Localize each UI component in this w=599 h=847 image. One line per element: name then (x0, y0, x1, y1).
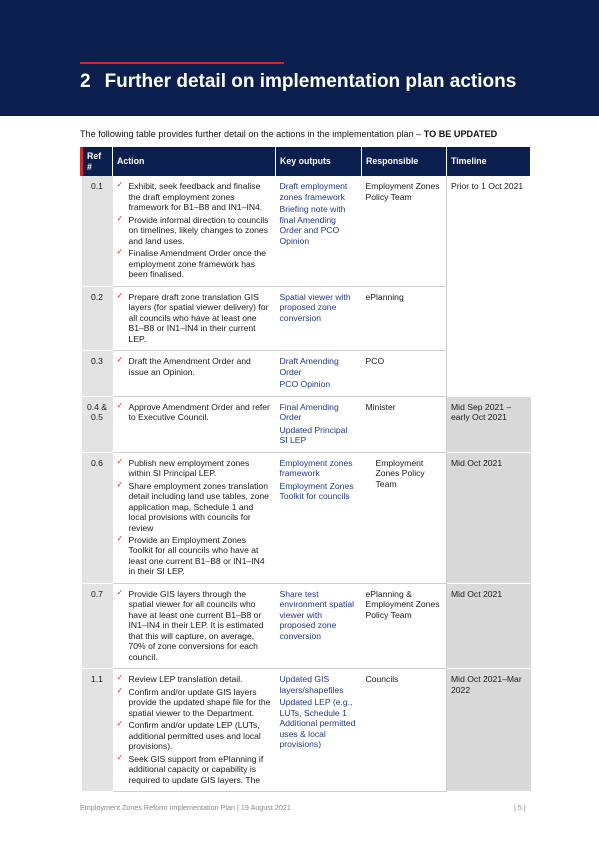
tick-icon: ✓ (116, 213, 124, 223)
cell-action (113, 351, 276, 396)
cell-key-outputs (276, 452, 362, 583)
action-text: Prepare draft zone translation GIS layers (for spatial viewer delivery) for all councils who have at least one B1–B8 or IN1–IN4 in their current LEP. (128, 291, 269, 344)
tick-icon: ✓ (116, 456, 124, 466)
action-item (117, 181, 272, 212)
tick-icon: ✓ (116, 355, 124, 365)
cell-ref: 0.7 (82, 583, 113, 668)
action-text: Finalise Amendment Order once the employment zone framework has been finalised. (128, 248, 267, 280)
cell-key-outputs (276, 396, 362, 452)
action-list (117, 458, 272, 577)
output-item: Updated GIS layers/shapefiles (279, 674, 344, 695)
cell-key-outputs (276, 583, 362, 668)
action-item (117, 248, 272, 279)
action-item (117, 481, 272, 533)
implementation-plan-table (80, 147, 531, 792)
section-heading (80, 71, 516, 93)
action-list (117, 356, 272, 377)
tick-icon: ✓ (116, 719, 124, 729)
table-row (82, 351, 531, 396)
action-item (117, 215, 272, 246)
header-responsible: Responsible (362, 147, 447, 176)
cell-timeline (447, 286, 531, 350)
action-text: Approve Amendment Order and refer to Executive Council. (128, 401, 270, 423)
section-number: 2 (80, 71, 91, 92)
cell-action (113, 396, 276, 452)
header-ref: Ref # (82, 147, 113, 176)
intro-emphasis: TO BE UPDATED (423, 129, 498, 139)
action-item (117, 589, 272, 662)
cell-responsible: Employment Zones Policy Team (362, 452, 447, 583)
tick-icon: ✓ (116, 180, 124, 190)
table-header-row (82, 147, 531, 176)
action-item (117, 674, 272, 684)
tick-icon: ✓ (116, 534, 124, 543)
cell-action (113, 669, 276, 792)
cell-key-outputs (276, 669, 362, 792)
action-item (117, 458, 272, 479)
action-text: Provide an Employment Zones Toolkit for all councils who have at least one current B1–B8 or IN1–IN4 in their SI LEP. (128, 535, 265, 577)
cell-responsible: ePlanning (362, 286, 447, 350)
cell-ref: 0.4 & 0.5 (82, 396, 113, 452)
tick-icon: ✓ (116, 290, 124, 300)
cell-ref: 1.1 (82, 669, 113, 792)
output-item: Updated Principal SI LEP (279, 424, 348, 446)
tick-icon: ✓ (116, 587, 124, 597)
tick-icon: ✓ (116, 752, 124, 762)
cell-responsible: PCO (362, 351, 447, 396)
table-row (82, 583, 531, 668)
action-item (117, 687, 272, 718)
output-item: Briefing note with final Amending Order and PCO Opinion (279, 204, 346, 246)
tick-icon: ✓ (116, 479, 124, 489)
action-list (117, 181, 272, 279)
banner-accent-rule (80, 62, 284, 64)
action-text: Exhibit, seek feedback and finalise the draft employment zones framework for B1–B8 and IN1–IN4. (128, 181, 263, 213)
cell-key-outputs (276, 176, 362, 286)
table-row (82, 452, 531, 583)
cell-action (113, 583, 276, 668)
action-list (117, 292, 272, 344)
cell-ref: 0.3 (82, 351, 113, 396)
intro-paragraph (80, 129, 530, 139)
tick-icon: ✓ (116, 685, 124, 695)
action-item (117, 402, 272, 423)
output-item: Updated LEP (e.g., LUTs, Schedule 1 Additional permitted uses & local provisions) (279, 697, 356, 750)
section-banner (0, 0, 599, 116)
action-text: Confirm and/or update LEP (LUTs, additional permitted uses and local provisions). (128, 720, 261, 752)
footer-text: Employment Zones Reform Implementation Plan | 19 August 2021 (80, 803, 291, 812)
action-item (117, 754, 272, 785)
tick-icon: ✓ (116, 673, 124, 683)
page-number: | 5 | (514, 803, 526, 812)
cell-action (113, 452, 276, 583)
action-text: Draft the Amendment Order and issue an Opinion. (128, 356, 251, 377)
output-item: Spatial viewer with proposed zone conversion (279, 291, 351, 323)
action-text: Confirm and/or update GIS layers provide the updated shape file for the spatial viewer to the Department. (128, 686, 271, 718)
action-list (117, 674, 272, 785)
table-row (82, 176, 531, 286)
tick-icon: ✓ (116, 400, 124, 410)
output-item: PCO Opinion (279, 379, 331, 390)
cell-responsible: Minister (362, 396, 447, 452)
cell-ref: 0.2 (82, 286, 113, 350)
action-item (117, 720, 272, 751)
cell-key-outputs (276, 351, 362, 396)
cell-ref: 0.6 (82, 452, 113, 583)
cell-timeline: Prior to 1 Oct 2021 (447, 176, 531, 286)
header-timeline: Timeline (447, 147, 531, 176)
cell-timeline: Mid Oct 2021 (447, 452, 531, 583)
header-key-outputs: Key outputs (276, 147, 362, 176)
action-item (117, 535, 272, 577)
action-text: Provide GIS layers through the spatial viewer for all councils who have at least one current B1–B8 or IN1–IN4 in their LEP. It is estimated that this will capture, on average, 70% of zone conversions for each council. (128, 588, 264, 662)
action-item (117, 356, 272, 377)
table-row (82, 286, 531, 350)
intro-text: The following table provides further detail on the actions in the implementation plan – (80, 129, 424, 139)
cell-action (113, 176, 276, 286)
cell-responsible: Councils (362, 669, 447, 792)
cell-ref: 0.1 (82, 176, 113, 286)
output-item: Employment Zones Toolkit for councils (279, 480, 354, 502)
header-action: Action (113, 147, 276, 176)
table-row (82, 669, 531, 792)
cell-responsible: Employment Zones Policy Team (362, 176, 447, 286)
cell-timeline (447, 351, 531, 396)
output-item: Draft employment zones framework (279, 181, 348, 202)
section-title: Further detail on implementation plan actions (104, 71, 517, 92)
cell-responsible: ePlanning & Employment Zones Policy Team (362, 583, 447, 668)
action-text: Review LEP translation detail. (128, 674, 243, 685)
action-text: Provide informal direction to councils on timelines, likely changes to zones and land uses. (128, 214, 269, 246)
action-list (117, 402, 272, 423)
action-text: Share employment zones translation detail including land use tables, zone application map, Schedule 1 and local provisions with councils for review (128, 480, 269, 533)
action-text: Seek GIS support from ePlanning if additional capacity or capability is required to update GIS layers. The (128, 753, 264, 785)
action-item (117, 292, 272, 344)
action-text: Publish new employment zones within SI Principal LEP. (128, 457, 250, 479)
cell-timeline: Mid Oct 2021–Mar 2022 (447, 669, 531, 792)
output-item: Draft Amending Order (279, 356, 339, 377)
output-item: Share test environment spatial viewer with proposed zone conversion (279, 588, 355, 641)
cell-timeline: Mid Sep 2021 – early Oct 2021 (447, 396, 531, 452)
output-item: Final Amending Order (279, 401, 339, 423)
output-item: Employment zones framework (279, 457, 353, 479)
tick-icon: ✓ (116, 247, 124, 257)
cell-action (113, 286, 276, 350)
action-list (117, 589, 272, 662)
table-body (82, 176, 531, 791)
table-row (82, 396, 531, 452)
cell-key-outputs (276, 286, 362, 350)
cell-timeline: Mid Oct 2021 (447, 583, 531, 668)
